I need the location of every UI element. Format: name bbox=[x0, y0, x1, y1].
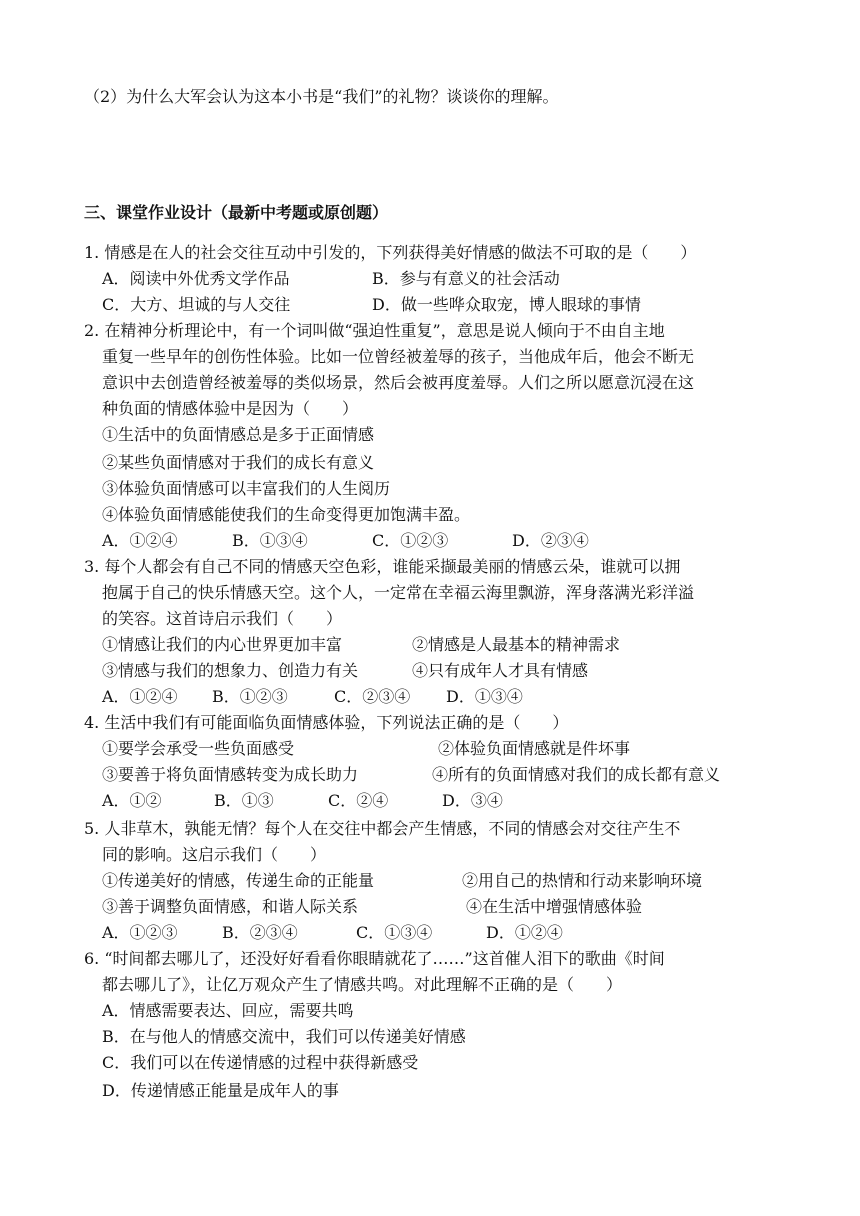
q5-option-c: C．①③④ bbox=[356, 923, 433, 942]
q4-option-b: B．①③ bbox=[214, 791, 274, 810]
q4-option-d: D．③④ bbox=[442, 791, 503, 810]
q4-statement-3: ③要善于将负面情感转变为成长助力 bbox=[102, 765, 359, 784]
q2-statement-4: ④体验负面情感能使我们的生命变得更加饱满丰盈。 bbox=[102, 505, 471, 524]
q1-option-b: B．参与有意义的社会活动 bbox=[372, 269, 560, 288]
q5-option-a: A．①②③ bbox=[102, 923, 178, 942]
q2-option-c: C．①②③ bbox=[372, 531, 449, 550]
q6-stem-line-1: 6. “时间都去哪儿了，还没好好看看你眼睛就花了……”这首催人泪下的歌曲《时间 bbox=[84, 949, 665, 968]
q4-statement-2: ②体验负面情感就是件坏事 bbox=[438, 739, 631, 758]
q4-statement-4: ④所有的负面情感对我们的成长都有意义 bbox=[432, 765, 721, 784]
q5-statement-3: ③善于调整负面情感，和谐人际关系 bbox=[102, 897, 359, 916]
q2-option-d: D．②③④ bbox=[512, 531, 589, 550]
q6-option-b: B．在与他人的情感交流中，我们可以传递美好情感 bbox=[102, 1027, 466, 1046]
q1-option-c: C．大方、坦诚的与人交往 bbox=[102, 295, 291, 314]
q3-stem-line-3: 的笑容。这首诗启示我们（ ） bbox=[102, 609, 343, 628]
q3-option-c: C．②③④ bbox=[334, 687, 411, 706]
q3-option-b: B．①②③ bbox=[212, 687, 288, 706]
q5-option-b: B．②③④ bbox=[222, 923, 298, 942]
q5-stem-line-2: 同的影响。这启示我们（ ） bbox=[102, 845, 327, 864]
q2-stem-line-2: 重复一些早年的创伤性体验。比如一位曾经被羞辱的孩子，当他成年后，他会不断无 bbox=[102, 347, 695, 366]
q2-statement-2: ②某些负面情感对于我们的成长有意义 bbox=[102, 453, 375, 472]
intro-question: （2）为什么大军会认为这本小书是“我们”的礼物？谈谈你的理解。 bbox=[84, 87, 559, 106]
q6-stem-line-2: 都去哪儿了》，让亿万观众产生了情感共鸣。对此理解不正确的是（ ） bbox=[102, 975, 623, 994]
q2-stem-line-4: 种负面的情感体验中是因为（ ） bbox=[102, 399, 359, 418]
q3-statement-4: ④只有成年人才具有情感 bbox=[412, 661, 589, 680]
q4-option-c: C．②④ bbox=[328, 791, 389, 810]
q1-option-a: A．阅读中外优秀文学作品 bbox=[102, 269, 290, 288]
q5-stem-line-1: 5. 人非草木，孰能无情？每个人在交往中都会产生情感，不同的情感会对交往产生不 bbox=[84, 819, 681, 838]
q1-option-d: D．做一些哗众取宠，博人眼球的事情 bbox=[372, 295, 641, 314]
q2-statement-1: ①生活中的负面情感总是多于正面情感 bbox=[102, 425, 375, 444]
q3-stem-line-2: 抱属于自己的快乐情感天空。这个人，一定常在幸福云海里飘游，浑身落满光彩洋溢 bbox=[102, 583, 695, 602]
q4-option-a: A．①② bbox=[102, 791, 162, 810]
q4-stem: 4. 生活中我们有可能面临负面情感体验，下列说法正确的是（ ） bbox=[84, 713, 569, 732]
q2-stem-line-3: 意识中去创造曾经被羞辱的类似场景，然后会被再度羞辱。人们之所以愿意沉浸在这 bbox=[102, 373, 695, 392]
q3-stem-line-1: 3. 每个人都会有自己不同的情感天空色彩，谁能采撷最美丽的情感云朵，谁就可以拥 bbox=[84, 557, 681, 576]
q6-option-a: A．情感需要表达、回应，需要共鸣 bbox=[102, 1001, 354, 1020]
q3-statement-3: ③情感与我们的想象力、创造力有关 bbox=[102, 661, 359, 680]
q5-statement-1: ①传递美好的情感，传递生命的正能量 bbox=[102, 871, 375, 890]
q2-option-a: A．①②④ bbox=[102, 531, 178, 550]
q2-option-b: B．①③④ bbox=[232, 531, 308, 550]
q5-statement-2: ②用自己的热情和行动来影响环境 bbox=[462, 871, 703, 890]
q5-statement-4: ④在生活中增强情感体验 bbox=[466, 897, 643, 916]
q3-statement-1: ①情感让我们的内心世界更加丰富 bbox=[102, 635, 343, 654]
q2-stem-line-1: 2. 在精神分析理论中，有一个词叫做“强迫性重复”，意思是说人倾向于不由自主地 bbox=[84, 321, 665, 340]
q3-option-a: A．①②④ bbox=[102, 687, 178, 706]
q5-option-d: D．①②④ bbox=[486, 923, 563, 942]
q3-option-d: D．①③④ bbox=[446, 687, 523, 706]
q1-stem: 1. 情感是在人的社会交往互动中引发的，下列获得美好情感的做法不可取的是（ ） bbox=[84, 243, 697, 262]
q6-option-c: C．我们可以在传递情感的过程中获得新感受 bbox=[102, 1053, 419, 1072]
section-title: 三、课堂作业设计（最新中考题或原创题） bbox=[84, 203, 389, 222]
q4-statement-1: ①要学会承受一些负面感受 bbox=[102, 739, 295, 758]
q3-statement-2: ②情感是人最基本的精神需求 bbox=[412, 635, 621, 654]
q6-option-d: D．传递情感正能量是成年人的事 bbox=[102, 1081, 339, 1100]
q2-statement-3: ③体验负面情感可以丰富我们的人生阅历 bbox=[102, 479, 391, 498]
